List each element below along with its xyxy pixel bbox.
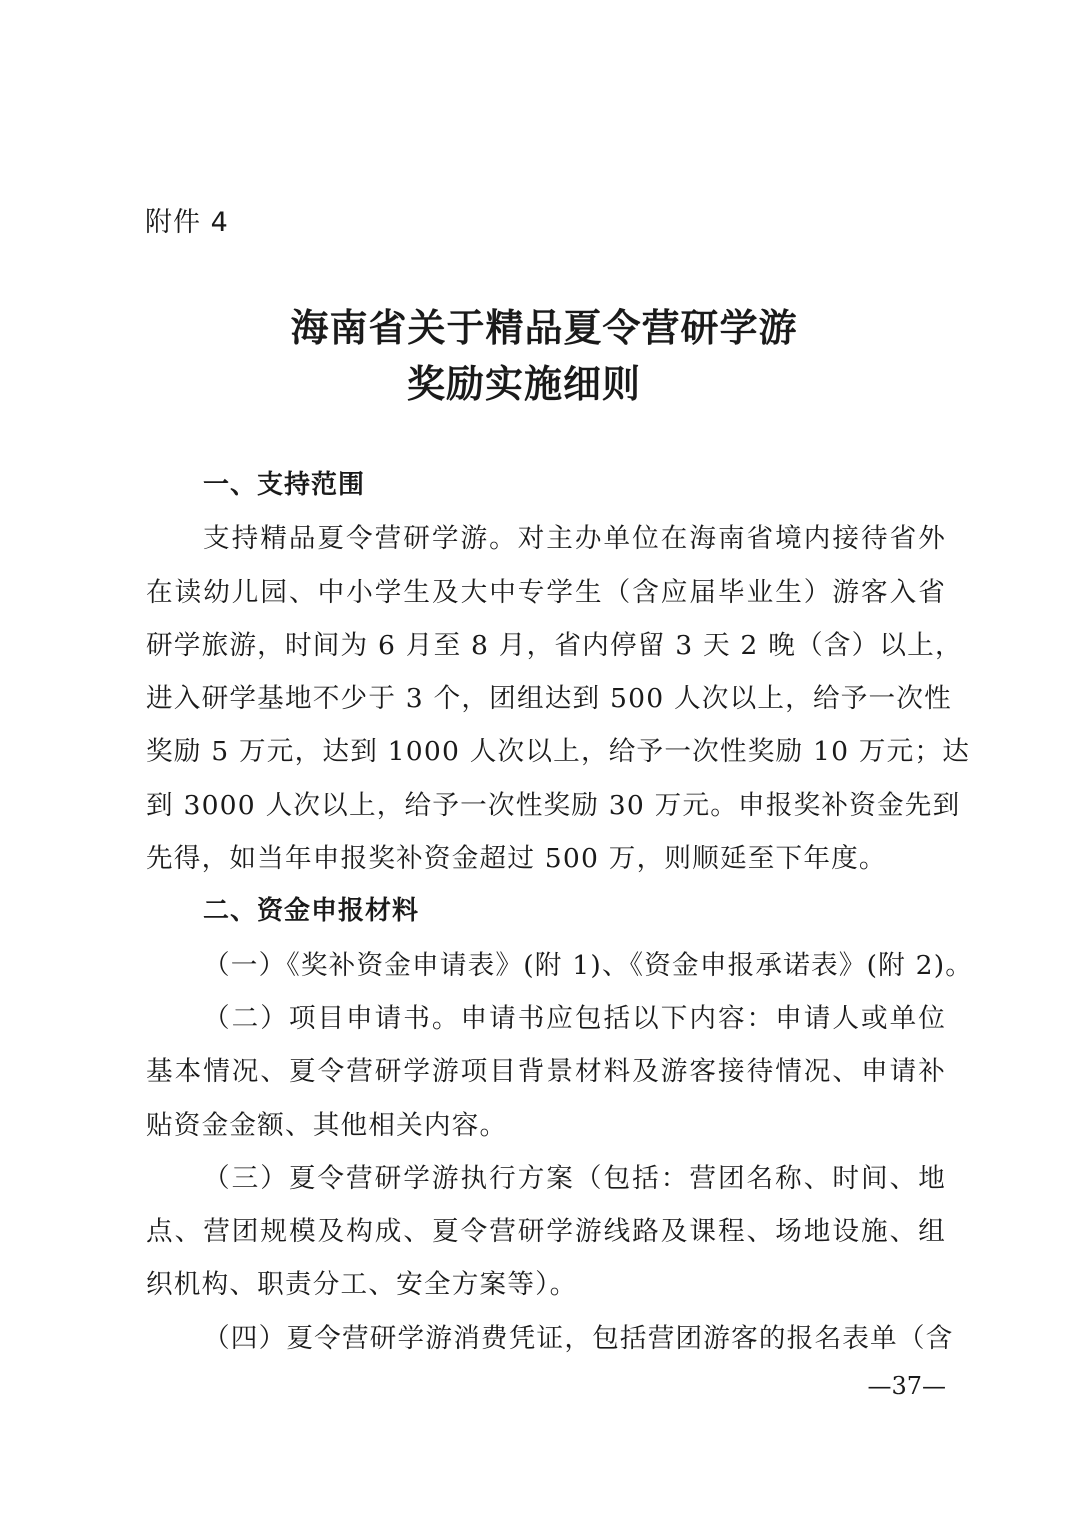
paragraph-line: （一）《奖补资金申请表》(附 1)、《资金申报承诺表》(附 2)。	[203, 949, 974, 981]
paragraph-line: 奖励 5 万元，达到 1000 人次以上，给予一次性奖励 10 万元；达	[146, 736, 971, 768]
paragraph-line: （四）夏令营研学游消费凭证，包括营团游客的报名表单（含	[203, 1322, 954, 1354]
paragraph-line: 到 3000 人次以上，给予一次性奖励 30 万元。申报奖补资金先到	[146, 789, 961, 821]
paragraph-line: 先得，如当年申报奖补资金超过 500 万，则顺延至下年度。	[146, 843, 887, 875]
document-title-line-2: 奖励实施细则	[406, 361, 641, 406]
paragraph-line: 贴资金金额、其他相关内容。	[146, 1109, 508, 1141]
paragraph-line: 进入研学基地不少于 3 个，团组达到 500 人次以上，给予一次性	[146, 683, 952, 715]
paragraph-line: 点、营团规模及构成、夏令营研学游线路及课程、场地设施、组	[146, 1216, 946, 1248]
paragraph-line: 基本情况、夏令营研学游项目背景材料及游客接待情况、申请补	[146, 1056, 946, 1088]
paragraph-line: （二）项目申请书。申请书应包括以下内容：申请人或单位	[203, 1002, 946, 1034]
paragraph-line: 在读幼儿园、中小学生及大中专学生（含应届毕业生）游客入省	[146, 576, 946, 608]
attachment-label: 附件 4	[145, 207, 229, 238]
paragraph-line: （三）夏令营研学游执行方案（包括：营团名称、时间、地	[203, 1162, 946, 1194]
paragraph-line: 织机构、职责分工、安全方案等）。	[146, 1269, 578, 1301]
paragraph-line: 支持精品夏令营研学游。对主办单位在海南省境内接待省外	[203, 523, 946, 555]
paragraph-line: 研学旅游，时间为 6 月至 8 月，省内停留 3 天 2 晚（含）以上，	[146, 629, 963, 661]
document-title-line-1: 海南省关于精品夏令营研学游	[290, 305, 798, 350]
section-heading-application-materials: 二、资金申报材料	[203, 896, 420, 927]
section-heading-support-scope: 一、支持范围	[203, 470, 366, 500]
page-number: —37—	[867, 1372, 946, 1400]
document-body	[146, 459, 974, 1365]
